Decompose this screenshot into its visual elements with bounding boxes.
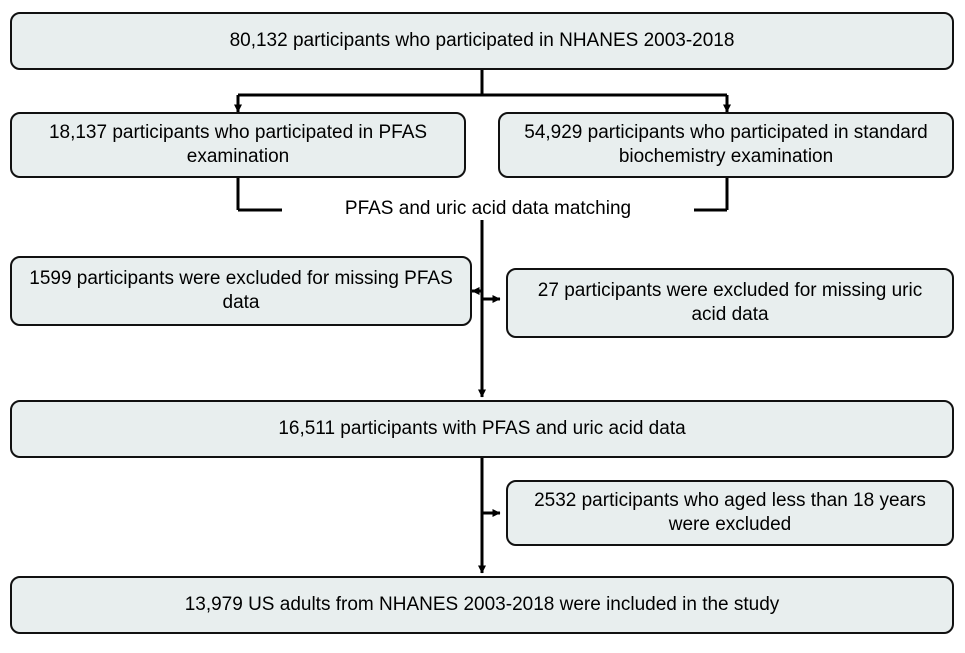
- node-total-participants: [10, 12, 954, 70]
- label-data-matching-text: PFAS and uric acid data matching: [344, 198, 632, 219]
- node-excluded-missing-uric-acid: [506, 268, 954, 338]
- node-participants-with-data: [10, 400, 954, 458]
- node-biochemistry-examination: [498, 112, 954, 178]
- node-final-study-population: [10, 576, 954, 634]
- node-biochemistry-examination-label: 54,929 participants who participated in standard biochemistry examination: [524, 122, 928, 167]
- node-pfas-examination: [10, 112, 466, 178]
- node-excluded-under-18: [506, 480, 954, 546]
- node-total-participants-label: 80,132 participants who participated in NHANES 2003-2018: [229, 30, 735, 52]
- node-excluded-missing-pfas-label: 1599 participants were excluded for missing PFAS data: [29, 268, 453, 313]
- node-excluded-missing-pfas: [10, 256, 472, 326]
- node-participants-with-data-label: 16,511 participants with PFAS and uric acid data: [278, 418, 686, 440]
- node-pfas-examination-label: 18,137 participants who participated in PFAS examination: [48, 122, 428, 167]
- node-final-study-population-label: 13,979 US adults from NHANES 2003-2018 were included in the study: [184, 594, 780, 616]
- node-excluded-under-18-label: 2532 participants who aged less than 18 years were excluded: [534, 490, 926, 535]
- node-excluded-missing-uric-acid-label: 27 participants were excluded for missing uric acid data: [537, 280, 923, 325]
- label-data-matching: [282, 198, 694, 220]
